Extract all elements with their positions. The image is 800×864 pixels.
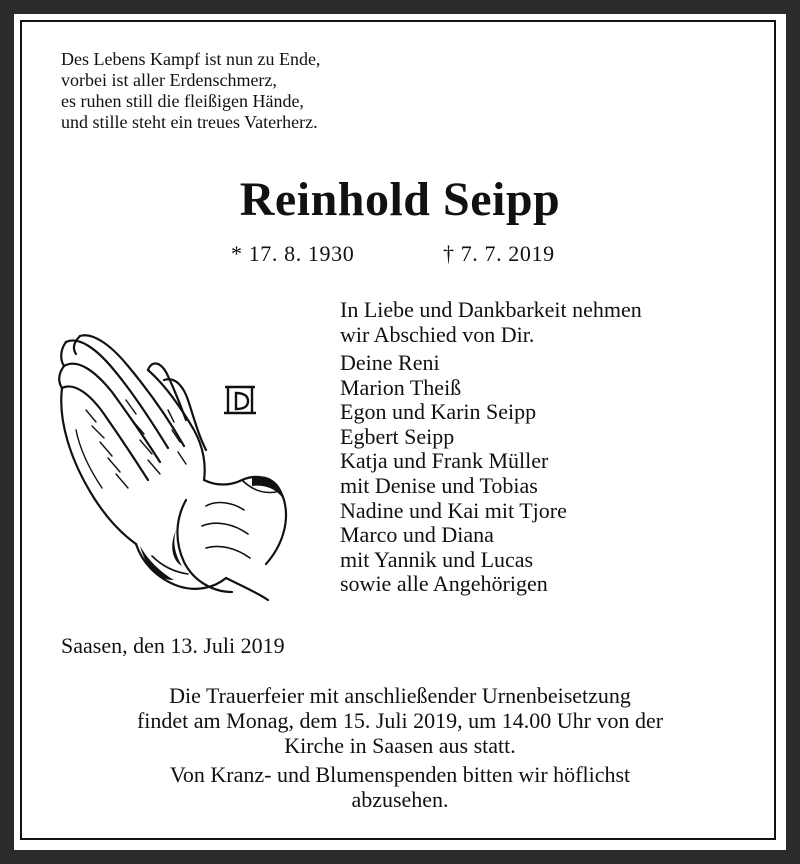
death-date: † 7. 7. 2019 — [443, 241, 555, 266]
mourner-line: mit Denise und Tobias — [340, 472, 538, 498]
mourner-line: sowie alle Angehörigen — [340, 571, 548, 597]
farewell-line: In Liebe und Dankbarkeit nehmen — [340, 297, 642, 322]
poem-line: es ruhen still die fleißigen Hände, — [61, 91, 304, 111]
mourner-line: Katja und Frank Müller — [340, 448, 549, 474]
mourner-line: Egon und Karin Seipp — [340, 399, 537, 425]
farewell-line: wir Abschied von Dir. — [340, 322, 535, 347]
durer-monogram-image — [222, 381, 258, 415]
deceased-name: Reinhold Seipp — [239, 173, 561, 226]
service-line: findet am Monag, dem 15. Juli 2019, um 14.00 Uhr von der — [136, 708, 664, 733]
farewell-text — [340, 297, 642, 347]
mourner-line: Marion Theiß — [340, 374, 462, 400]
poem-line: und stille steht ein treues Vaterherz. — [61, 112, 318, 132]
poem — [61, 49, 320, 133]
service-line: Die Trauerfeier mit anschließender Urnenbeisetzung — [169, 683, 631, 708]
mourner-line: Egbert Seipp — [340, 423, 455, 449]
praying-hands-image — [56, 330, 291, 605]
flowers-line: abzusehen. — [351, 787, 449, 812]
service-notice — [0, 683, 800, 758]
poem-line: Des Lebens Kampf ist nun zu Ende, — [61, 49, 321, 69]
flowers-notice — [0, 762, 800, 812]
place-date: Saasen, den 13. Juli 2019 — [61, 633, 285, 658]
birth-date: * 17. 8. 1930 — [231, 241, 355, 266]
mourners-list — [340, 351, 567, 597]
mourner-line: Deine Reni — [340, 350, 440, 375]
mourner-line: Marco und Diana — [340, 522, 494, 548]
service-line: Kirche in Saasen aus statt. — [284, 733, 516, 758]
mourner-line: Nadine und Kai mit Tjore — [340, 497, 567, 523]
flowers-line: Von Kranz- und Blumenspenden bitten wir höflichst — [169, 762, 631, 787]
poem-line: vorbei ist aller Erdenschmerz, — [61, 70, 277, 90]
mourner-line: mit Yannik und Lucas — [340, 546, 534, 572]
